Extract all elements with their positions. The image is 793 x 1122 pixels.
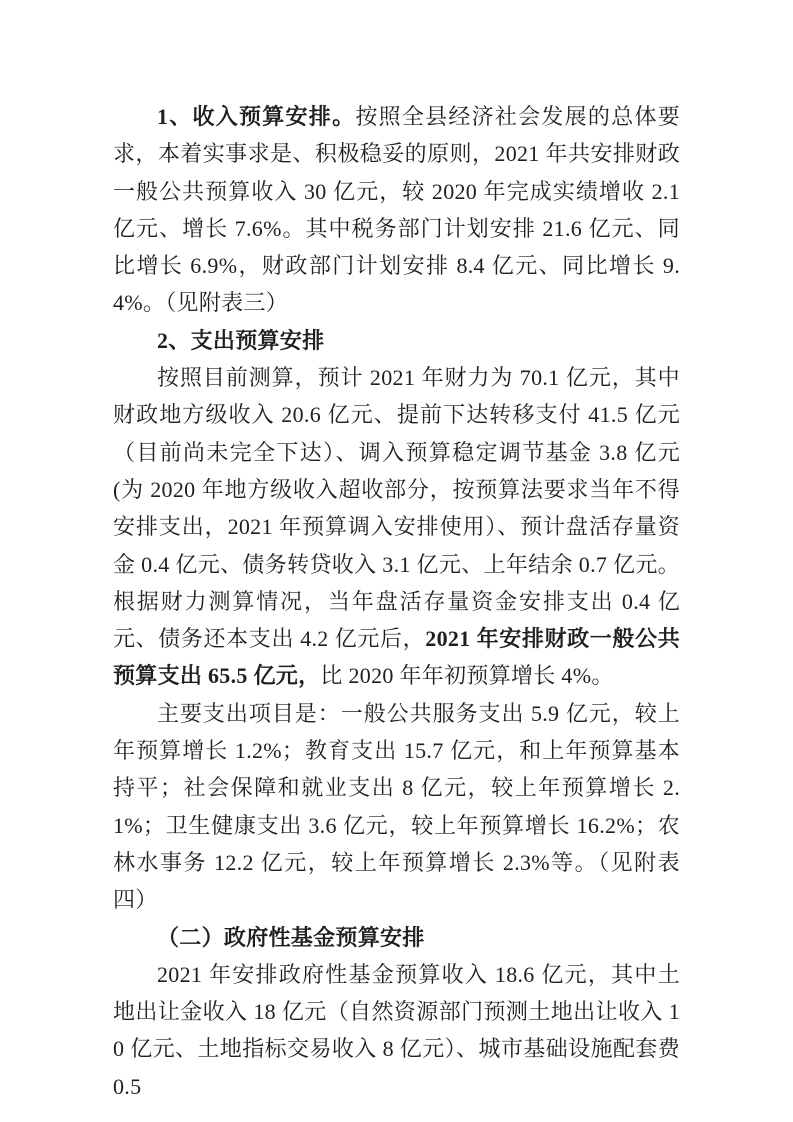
heading-expenditure-budget-text: 2、支出预算安排	[157, 327, 325, 353]
income-budget-lead-in: 1、收入预算安排。	[157, 104, 356, 129]
heading-government-fund	[113, 919, 680, 956]
main-expenditure-items-text: 主要支出项目是：一般公共服务支出 5.9 亿元，较上年预算增长 1.2%；教育支出 15.7 亿元，和上年预算基本持平；社会保障和就业支出 8 亿元，较上年预算增长 2.1%；卫生健康支出 3.6 亿元，较上年预算增长 16.2%；农林水事务 12.2 亿元，较上年预算增长 2.3%等。（见附表四）	[113, 700, 680, 913]
paragraph-government-fund-detail	[113, 956, 680, 1105]
expenditure-total-emphasis: 2021 年安排财政一般公共预算支出 65.5 亿元，	[113, 626, 680, 689]
government-fund-detail-text: 2021 年安排政府性基金预算收入 18.6 亿元，其中土地出让金收入 18 亿元（自然资源部门预测土地出让收入 10 亿元、土地指标交易收入 8 亿元）、城市基础设施配套费 0.5	[113, 961, 680, 1099]
expenditure-detail-text: 按照目前测算，预计 2021 年财力为 70.1 亿元，其中财政地方级收入 20.6 亿元、提前下达转移支付 41.5 亿元（目前尚未完全下达）、调入预算稳定调节基金 3.8 亿元(为 2020 年地方级收入超收部分，按预算法要求当年不得安排支出，2021 年预算调入安排使用）、预计盘活存量资金 0.4 亿元、债务转贷收入 3.1 亿元、上年结余 0.7 亿元。根据财力测算情况，当年盘活存量资金安排支出 0.4 亿元、债务还本支出 4.2 亿元后，	[113, 365, 680, 652]
income-budget-text: 按照全县经济社会发展的总体要求，本着实事求是、积极稳妥的原则，2021 年共安排财政一般公共预算收入 30 亿元，较 2020 年完成实绩增收 2.1 亿元、增长 7.6%。其中税务部门计划安排 21.6 亿元、同比增长 6.9%，财政部门计划安排 8.4 亿元、同比增长 9.4%。（见附表三）	[113, 104, 681, 316]
paragraph-expenditure-detail	[113, 359, 680, 695]
document-body	[113, 98, 680, 1105]
heading-government-fund-text: （二）政府性基金预算安排	[157, 924, 425, 950]
expenditure-growth-text: 比 2020 年年初预算增长 4%。	[320, 663, 614, 689]
paragraph-income-budget	[113, 98, 680, 322]
heading-expenditure-budget	[113, 322, 680, 359]
paragraph-main-expenditure-items	[113, 695, 680, 919]
